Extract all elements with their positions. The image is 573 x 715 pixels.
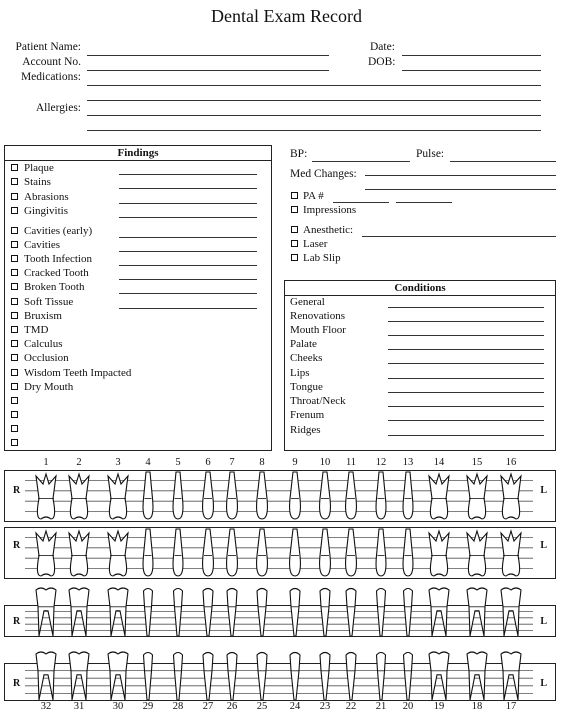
tooth-number: 20 bbox=[402, 701, 414, 712]
upper-tooth[interactable] bbox=[346, 529, 357, 576]
upper-tooth[interactable] bbox=[501, 474, 521, 519]
patient-name-label: Patient Name: bbox=[15, 41, 81, 53]
tooth-number: 22 bbox=[345, 701, 357, 712]
med-changes-label: Med Changes: bbox=[290, 168, 357, 180]
tooth-number: 24 bbox=[289, 701, 301, 712]
lower-tooth[interactable] bbox=[227, 589, 237, 637]
finding-label: Occlusion bbox=[24, 352, 69, 364]
finding-checkbox[interactable] bbox=[11, 326, 18, 333]
lower-tooth[interactable] bbox=[108, 652, 128, 700]
upper-tooth[interactable] bbox=[227, 529, 238, 576]
upper-tooth[interactable] bbox=[257, 472, 268, 519]
finding-note-field[interactable] bbox=[119, 203, 257, 204]
tooth-number: 23 bbox=[319, 701, 331, 712]
lower-tooth[interactable] bbox=[203, 589, 213, 637]
lower-tooth[interactable] bbox=[69, 652, 89, 700]
finding-checkbox[interactable] bbox=[11, 369, 18, 376]
lower-tooth[interactable] bbox=[467, 652, 487, 700]
account-no-label: Account No. bbox=[22, 56, 81, 68]
finding-label: Cracked Tooth bbox=[24, 267, 89, 279]
lower-tooth[interactable] bbox=[429, 652, 449, 700]
lower-tooth[interactable] bbox=[501, 652, 521, 700]
finding-checkbox[interactable] bbox=[11, 164, 18, 171]
lab-slip-label: Lab Slip bbox=[303, 252, 341, 264]
upper-tooth[interactable] bbox=[203, 529, 214, 576]
finding-label: Tooth Infection bbox=[24, 253, 92, 265]
finding-label: Wisdom Teeth Impacted bbox=[24, 367, 132, 379]
lower-tooth[interactable] bbox=[320, 589, 330, 637]
finding-checkbox[interactable] bbox=[11, 255, 18, 262]
tooth-number: 5 bbox=[175, 457, 181, 468]
lower-tooth[interactable] bbox=[227, 653, 237, 701]
finding-label: Gingivitis bbox=[24, 205, 69, 217]
lower-tooth[interactable] bbox=[144, 653, 153, 701]
condition-note-field[interactable] bbox=[388, 406, 544, 407]
upper-tooth[interactable] bbox=[108, 474, 128, 519]
lower-tooth[interactable] bbox=[257, 589, 267, 637]
right-label: R bbox=[13, 678, 21, 689]
finding-checkbox[interactable] bbox=[11, 439, 18, 446]
tooth-number: 10 bbox=[319, 457, 331, 468]
tooth-number: 1 bbox=[43, 457, 49, 468]
upper-tooth[interactable] bbox=[346, 472, 357, 519]
finding-label: Stains bbox=[24, 176, 51, 188]
tooth-number: 26 bbox=[226, 701, 238, 712]
finding-note-field[interactable] bbox=[119, 251, 257, 252]
tooth-number: 7 bbox=[229, 457, 235, 468]
left-label: L bbox=[540, 540, 547, 551]
finding-checkbox[interactable] bbox=[11, 207, 18, 214]
lower-tooth[interactable] bbox=[69, 588, 89, 636]
tooth-number: 30 bbox=[112, 701, 124, 712]
lower-tooth[interactable] bbox=[404, 653, 413, 701]
finding-checkbox[interactable] bbox=[11, 354, 18, 361]
lower-tooth[interactable] bbox=[377, 653, 386, 701]
upper-tooth[interactable] bbox=[69, 531, 89, 576]
left-label: L bbox=[540, 485, 547, 496]
tooth-number: 17 bbox=[505, 701, 517, 712]
lower-tooth[interactable] bbox=[174, 589, 183, 637]
upper-tooth[interactable] bbox=[467, 531, 487, 576]
finding-checkbox[interactable] bbox=[11, 283, 18, 290]
finding-checkbox[interactable] bbox=[11, 411, 18, 418]
lower-tooth[interactable] bbox=[36, 652, 56, 700]
upper-tooth[interactable] bbox=[143, 472, 153, 519]
tooth-number: 16 bbox=[505, 457, 517, 468]
condition-label: Mouth Floor bbox=[290, 324, 346, 336]
medications-label: Medications: bbox=[20, 71, 81, 83]
upper-tooth[interactable] bbox=[403, 472, 413, 519]
finding-note-field[interactable] bbox=[119, 279, 257, 280]
upper-tooth[interactable] bbox=[290, 529, 301, 576]
condition-label: Lips bbox=[290, 367, 310, 379]
lower-tooth[interactable] bbox=[467, 588, 487, 636]
finding-label: Plaque bbox=[24, 162, 54, 174]
lower-tooth[interactable] bbox=[429, 588, 449, 636]
condition-note-field[interactable] bbox=[388, 378, 544, 379]
tooth-number: 11 bbox=[345, 457, 357, 468]
upper-tooth[interactable] bbox=[320, 529, 331, 576]
tooth-number: 9 bbox=[292, 457, 298, 468]
allergies-label: Allergies: bbox=[35, 102, 81, 114]
finding-checkbox[interactable] bbox=[11, 227, 18, 234]
lower-tooth[interactable] bbox=[346, 589, 356, 637]
tooth-number: 28 bbox=[172, 701, 184, 712]
condition-label: Renovations bbox=[290, 310, 345, 322]
tooth-number: 27 bbox=[202, 701, 214, 712]
tooth-number: 6 bbox=[205, 457, 211, 468]
finding-note-field[interactable] bbox=[119, 293, 257, 294]
finding-label: Cavities (early) bbox=[24, 225, 93, 237]
lower-tooth[interactable] bbox=[377, 589, 386, 637]
upper-tooth[interactable] bbox=[173, 529, 183, 576]
tooth-number: 32 bbox=[40, 701, 52, 712]
tooth-number: 19 bbox=[433, 701, 445, 712]
finding-checkbox[interactable] bbox=[11, 178, 18, 185]
findings-heading: Findings bbox=[5, 146, 271, 161]
tooth-number: 29 bbox=[142, 701, 154, 712]
finding-label: Broken Tooth bbox=[24, 281, 85, 293]
upper-tooth[interactable] bbox=[173, 472, 183, 519]
finding-note-field[interactable] bbox=[119, 237, 257, 238]
condition-note-field[interactable] bbox=[388, 420, 544, 421]
lower-tooth[interactable] bbox=[203, 653, 213, 701]
pulse-label: Pulse: bbox=[416, 148, 445, 160]
finding-checkbox[interactable] bbox=[11, 340, 18, 347]
finding-checkbox[interactable] bbox=[11, 397, 18, 404]
finding-checkbox[interactable] bbox=[11, 193, 18, 200]
upper-tooth[interactable] bbox=[36, 474, 56, 519]
tooth-number: 15 bbox=[471, 457, 483, 468]
upper-tooth[interactable] bbox=[203, 472, 214, 519]
condition-label: Cheeks bbox=[290, 352, 323, 364]
upper-tooth[interactable] bbox=[69, 474, 89, 519]
lower-tooth[interactable] bbox=[174, 653, 183, 701]
finding-checkbox[interactable] bbox=[11, 298, 18, 305]
lower-tooth[interactable] bbox=[108, 588, 128, 636]
lower-tooth[interactable] bbox=[290, 653, 300, 701]
upper-tooth[interactable] bbox=[36, 531, 56, 576]
page-title: Dental Exam Record bbox=[211, 6, 362, 26]
tooth-number: 2 bbox=[76, 457, 82, 468]
finding-checkbox[interactable] bbox=[11, 312, 18, 319]
finding-checkbox[interactable] bbox=[11, 269, 18, 276]
right-label: R bbox=[13, 616, 21, 627]
condition-note-field[interactable] bbox=[388, 435, 544, 436]
condition-note-field[interactable] bbox=[388, 392, 544, 393]
left-label: L bbox=[540, 678, 547, 689]
upper-tooth[interactable] bbox=[429, 474, 449, 519]
lower-tooth[interactable] bbox=[320, 653, 330, 701]
upper-tooth[interactable] bbox=[108, 531, 128, 576]
finding-note-field[interactable] bbox=[119, 174, 257, 175]
finding-label: Abrasions bbox=[24, 191, 69, 203]
upper-tooth[interactable] bbox=[257, 529, 268, 576]
finding-note-field[interactable] bbox=[119, 188, 257, 189]
finding-label: Soft Tissue bbox=[24, 296, 74, 308]
anesthetic-label: Anesthetic: bbox=[303, 224, 354, 236]
condition-note-field[interactable] bbox=[388, 307, 544, 308]
finding-checkbox[interactable] bbox=[11, 425, 18, 432]
lower-tooth[interactable] bbox=[290, 589, 300, 637]
condition-note-field[interactable] bbox=[388, 321, 544, 322]
pa-label: PA # bbox=[303, 190, 324, 202]
upper-tooth[interactable] bbox=[501, 531, 521, 576]
condition-label: Throat/Neck bbox=[290, 395, 346, 407]
upper-tooth[interactable] bbox=[376, 529, 386, 576]
lower-tooth[interactable] bbox=[404, 589, 413, 637]
finding-note-field[interactable] bbox=[119, 308, 257, 309]
finding-label: Cavities bbox=[24, 239, 61, 251]
upper-tooth[interactable] bbox=[467, 474, 487, 519]
condition-label: General bbox=[290, 296, 325, 308]
condition-note-field[interactable] bbox=[388, 349, 544, 350]
lower-tooth[interactable] bbox=[501, 588, 521, 636]
tooth-number: 12 bbox=[375, 457, 387, 468]
finding-checkbox[interactable] bbox=[11, 383, 18, 390]
tooth-number: 21 bbox=[375, 701, 387, 712]
laser-label: Laser bbox=[303, 238, 328, 250]
finding-label: Dry Mouth bbox=[24, 381, 74, 393]
dob-label: DOB: bbox=[368, 56, 396, 68]
upper-tooth[interactable] bbox=[403, 529, 413, 576]
finding-note-field[interactable] bbox=[119, 265, 257, 266]
tooth-number: 4 bbox=[145, 457, 151, 468]
left-label: L bbox=[540, 616, 547, 627]
upper-tooth[interactable] bbox=[320, 472, 331, 519]
tooth-number: 13 bbox=[402, 457, 414, 468]
tooth-number: 18 bbox=[471, 701, 483, 712]
bp-label: BP: bbox=[290, 148, 308, 160]
upper-tooth[interactable] bbox=[227, 472, 238, 519]
tooth-number: 8 bbox=[259, 457, 265, 468]
lower-tooth[interactable] bbox=[36, 588, 56, 636]
upper-tooth[interactable] bbox=[290, 472, 301, 519]
date-label: Date: bbox=[370, 41, 395, 53]
condition-label: Ridges bbox=[290, 424, 321, 436]
finding-label: TMD bbox=[24, 324, 49, 336]
tooth-number: 25 bbox=[256, 701, 268, 712]
finding-checkbox[interactable] bbox=[11, 241, 18, 248]
condition-label: Frenum bbox=[290, 409, 325, 421]
upper-tooth[interactable] bbox=[143, 529, 153, 576]
condition-note-field[interactable] bbox=[388, 363, 544, 364]
tooth-number: 31 bbox=[73, 701, 85, 712]
tooth-number: 14 bbox=[433, 457, 445, 468]
lower-tooth[interactable] bbox=[346, 653, 356, 701]
conditions-heading: Conditions bbox=[285, 281, 555, 296]
right-label: R bbox=[13, 540, 21, 551]
finding-note-field[interactable] bbox=[119, 217, 257, 218]
finding-label: Bruxism bbox=[24, 310, 62, 322]
impressions-label: Impressions bbox=[303, 204, 357, 216]
lower-tooth[interactable] bbox=[144, 589, 153, 637]
condition-note-field[interactable] bbox=[388, 335, 544, 336]
finding-label: Calculus bbox=[24, 338, 63, 350]
tooth-number: 3 bbox=[115, 457, 121, 468]
upper-tooth[interactable] bbox=[429, 531, 449, 576]
condition-label: Palate bbox=[290, 338, 317, 350]
lower-tooth[interactable] bbox=[257, 653, 267, 701]
right-label: R bbox=[13, 485, 21, 496]
upper-tooth[interactable] bbox=[376, 472, 386, 519]
condition-label: Tongue bbox=[290, 381, 323, 393]
